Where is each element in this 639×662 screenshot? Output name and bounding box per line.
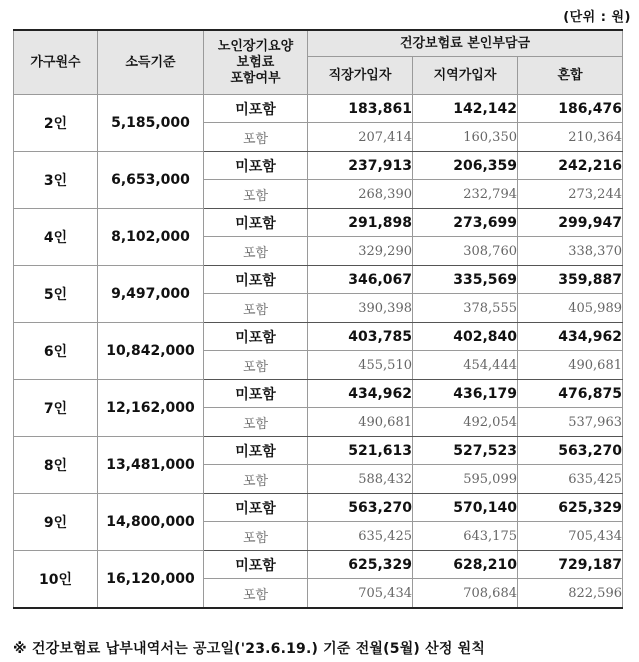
regional-included-value: 454,444 [413,351,518,380]
mixed-excluded-value: 434,962 [518,323,623,351]
unit-label: (단위 : 원) [563,10,631,25]
income-cell: 12,162,000 [98,380,204,437]
household-cell: 4인 [14,209,98,266]
ltc-included-label: 포함 [204,123,308,152]
mixed-excluded-value: 242,216 [518,152,623,180]
mixed-included-value: 405,989 [518,294,623,323]
table-row [14,95,623,123]
mixed-included-value: 490,681 [518,351,623,380]
income-cell: 10,842,000 [98,323,204,380]
household-cell: 2인 [14,95,98,152]
household-cell: 3인 [14,152,98,209]
income-cell: 9,497,000 [98,266,204,323]
ltc-included-label: 포함 [204,180,308,209]
employee-excluded-value: 237,913 [308,152,413,180]
employee-included-value: 329,290 [308,237,413,266]
income-cell: 8,102,000 [98,209,204,266]
regional-included-value: 492,054 [413,408,518,437]
table-body [14,95,623,609]
ltc-excluded-label: 미포함 [204,551,308,579]
household-cell: 9인 [14,494,98,551]
mixed-included-value: 537,963 [518,408,623,437]
ltc-excluded-label: 미포함 [204,380,308,408]
household-cell: 8인 [14,437,98,494]
regional-excluded-value: 402,840 [413,323,518,351]
mixed-included-value: 635,425 [518,465,623,494]
table-row [14,152,623,180]
table-row [14,494,623,522]
ltc-excluded-label: 미포함 [204,152,308,180]
regional-included-value: 643,175 [413,522,518,551]
premium-table [13,29,623,609]
table-row [14,551,623,579]
ltc-included-label: 포함 [204,465,308,494]
table-row [14,380,623,408]
regional-included-value: 378,555 [413,294,518,323]
header-employee: 직장가입자 [308,57,413,95]
mixed-excluded-value: 186,476 [518,95,623,123]
ltc-included-label: 포함 [204,522,308,551]
employee-included-value: 705,434 [308,579,413,609]
ltc-excluded-label: 미포함 [204,494,308,522]
mixed-excluded-value: 729,187 [518,551,623,579]
regional-included-value: 595,099 [413,465,518,494]
mixed-included-value: 210,364 [518,123,623,152]
employee-included-value: 635,425 [308,522,413,551]
regional-included-value: 308,760 [413,237,518,266]
employee-excluded-value: 183,861 [308,95,413,123]
employee-included-value: 588,432 [308,465,413,494]
ltc-excluded-label: 미포함 [204,437,308,465]
employee-included-value: 455,510 [308,351,413,380]
employee-included-value: 207,414 [308,123,413,152]
table-row [14,323,623,351]
regional-included-value: 232,794 [413,180,518,209]
employee-excluded-value: 403,785 [308,323,413,351]
header-ltc-line2: 보험료 [236,54,275,70]
header-income: 소득기준 [98,30,204,95]
income-cell: 14,800,000 [98,494,204,551]
header-ltc-line3: 포함여부 [230,70,281,86]
ltc-included-label: 포함 [204,579,308,609]
header-premium-group: 건강보험료 본인부담금 [308,30,623,57]
income-cell: 5,185,000 [98,95,204,152]
header-regional: 지역가입자 [413,57,518,95]
ltc-excluded-label: 미포함 [204,209,308,237]
ltc-included-label: 포함 [204,294,308,323]
ltc-excluded-label: 미포함 [204,323,308,351]
footnote: ※ 건강보험료 납부내역서는 공고일('23.6.19.) 기준 전월(5월) 산정 원칙 [13,641,486,657]
mixed-included-value: 338,370 [518,237,623,266]
header-mixed: 혼합 [518,57,623,95]
employee-excluded-value: 434,962 [308,380,413,408]
employee-included-value: 390,398 [308,294,413,323]
income-cell: 16,120,000 [98,551,204,609]
employee-included-value: 268,390 [308,180,413,209]
ltc-excluded-label: 미포함 [204,266,308,294]
regional-excluded-value: 628,210 [413,551,518,579]
mixed-included-value: 273,244 [518,180,623,209]
regional-excluded-value: 570,140 [413,494,518,522]
header-household: 가구원수 [14,30,98,95]
employee-excluded-value: 521,613 [308,437,413,465]
regional-excluded-value: 527,523 [413,437,518,465]
header-ltc [204,30,308,95]
mixed-excluded-value: 625,329 [518,494,623,522]
household-cell: 6인 [14,323,98,380]
household-cell: 10인 [14,551,98,609]
employee-excluded-value: 346,067 [308,266,413,294]
employee-included-value: 490,681 [308,408,413,437]
header-ltc-line1: 노인장기요양 [217,38,294,54]
regional-excluded-value: 436,179 [413,380,518,408]
mixed-excluded-value: 476,875 [518,380,623,408]
table-row [14,266,623,294]
table-row [14,209,623,237]
employee-excluded-value: 563,270 [308,494,413,522]
regional-included-value: 160,350 [413,123,518,152]
regional-excluded-value: 142,142 [413,95,518,123]
income-cell: 6,653,000 [98,152,204,209]
table-row [14,437,623,465]
regional-excluded-value: 206,359 [413,152,518,180]
mixed-excluded-value: 563,270 [518,437,623,465]
mixed-excluded-value: 299,947 [518,209,623,237]
ltc-included-label: 포함 [204,351,308,380]
household-cell: 7인 [14,380,98,437]
employee-excluded-value: 625,329 [308,551,413,579]
regional-excluded-value: 335,569 [413,266,518,294]
mixed-included-value: 822,596 [518,579,623,609]
household-cell: 5인 [14,266,98,323]
mixed-excluded-value: 359,887 [518,266,623,294]
ltc-excluded-label: 미포함 [204,95,308,123]
regional-excluded-value: 273,699 [413,209,518,237]
ltc-included-label: 포함 [204,408,308,437]
regional-included-value: 708,684 [413,579,518,609]
employee-excluded-value: 291,898 [308,209,413,237]
ltc-included-label: 포함 [204,237,308,266]
mixed-included-value: 705,434 [518,522,623,551]
income-cell: 13,481,000 [98,437,204,494]
